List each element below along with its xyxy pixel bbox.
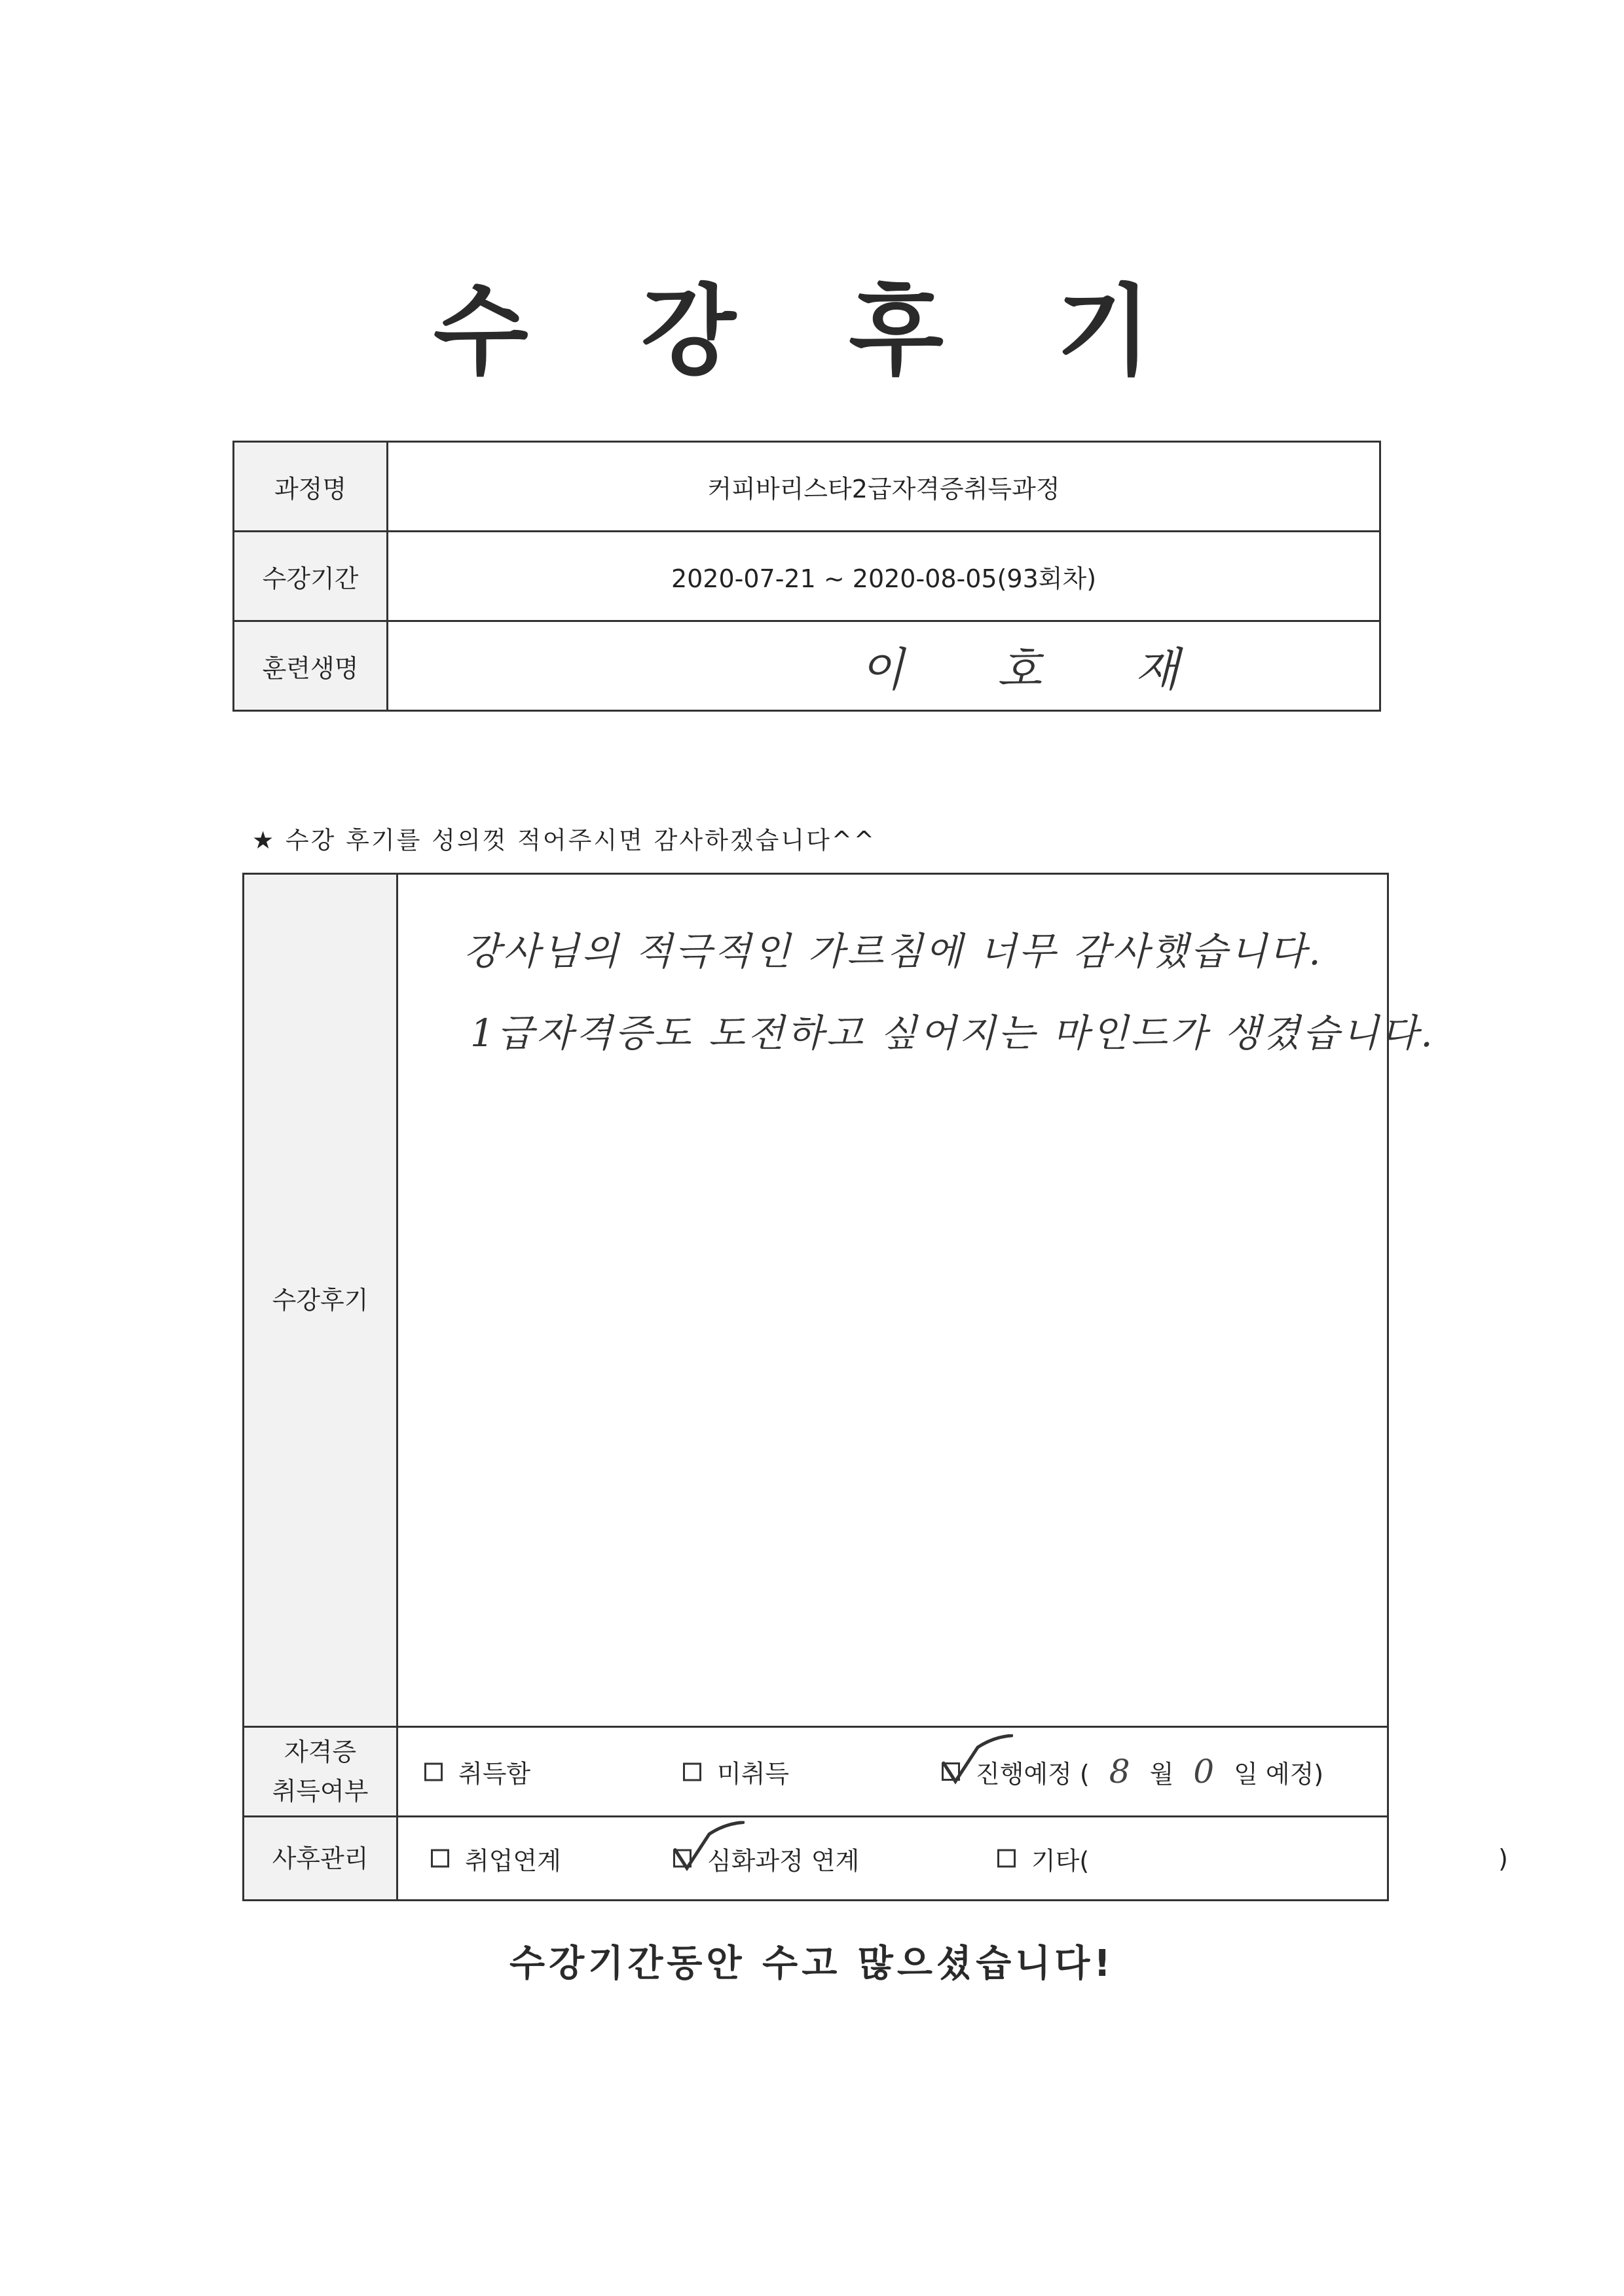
certificate-options bbox=[398, 1728, 1387, 1815]
option-planned-label: 진행예정 ( bbox=[976, 1759, 1090, 1789]
footer-message: 수강기간동안 수고 많으셨습니다! bbox=[509, 1942, 1115, 1985]
review-row bbox=[244, 875, 1435, 1728]
certificate-label-line1: 자격증 bbox=[284, 1738, 357, 1766]
aftercare-row bbox=[244, 1817, 1508, 1899]
option-other[interactable] bbox=[997, 1840, 1089, 1876]
trainee-label: 훈련생명 bbox=[234, 622, 388, 710]
option-planned[interactable] bbox=[942, 1753, 1323, 1791]
checkmark-icon bbox=[941, 1734, 1013, 1787]
option-job-link-label: 취업연계 bbox=[465, 1846, 561, 1875]
review-line-1: 강사님의 적극적인 가르침에 너무 감사했습니다. bbox=[464, 929, 1323, 974]
day-unit: 일 예정) bbox=[1234, 1759, 1324, 1789]
option-job-link[interactable] bbox=[431, 1840, 561, 1876]
option-other-close-paren: ) bbox=[1498, 1844, 1508, 1873]
option-advanced-course[interactable] bbox=[673, 1840, 859, 1876]
checkbox-job-link[interactable] bbox=[431, 1850, 449, 1868]
month-unit: 월 bbox=[1149, 1759, 1174, 1789]
option-advanced-course-label: 심화과정 연계 bbox=[707, 1846, 860, 1875]
checkbox-other[interactable] bbox=[997, 1850, 1016, 1868]
review-label: 수강후기 bbox=[244, 875, 398, 1726]
trainee-name-handwritten: 이 호 재 bbox=[860, 642, 1219, 697]
option-not-acquired[interactable] bbox=[683, 1754, 789, 1790]
review-notice: ★ 수강 후기를 성의껏 적어주시면 감사하겠습니다^^ bbox=[252, 826, 876, 854]
course-value: 커피바리스타2급자격증취득과정 bbox=[707, 474, 1060, 503]
checkbox-not-acquired[interactable] bbox=[683, 1762, 701, 1781]
period-label: 수강기간 bbox=[234, 532, 388, 620]
trainee-row bbox=[234, 622, 1379, 710]
course-label: 과정명 bbox=[234, 443, 388, 530]
checkbox-planned[interactable] bbox=[942, 1762, 960, 1781]
page-title: 수 강 후 기 bbox=[433, 275, 1191, 389]
planned-day-value: 0 bbox=[1193, 1753, 1215, 1791]
review-table bbox=[242, 873, 1508, 1901]
period-row bbox=[234, 532, 1379, 622]
option-acquired-label: 취득함 bbox=[458, 1759, 531, 1789]
option-other-close bbox=[1498, 1844, 1508, 1873]
aftercare-options bbox=[398, 1817, 1508, 1899]
checkbox-acquired[interactable] bbox=[424, 1762, 443, 1781]
review-content bbox=[398, 875, 1435, 1726]
planned-month-value: 8 bbox=[1109, 1753, 1130, 1791]
certificate-row bbox=[244, 1728, 1387, 1817]
option-acquired[interactable] bbox=[424, 1754, 530, 1790]
aftercare-label: 사후관리 bbox=[244, 1817, 398, 1899]
course-info-table bbox=[232, 441, 1381, 712]
certificate-label bbox=[244, 1728, 398, 1815]
option-other-label: 기타( bbox=[1031, 1846, 1090, 1875]
period-value: 2020-07-21 ~ 2020-08-05(93회차) bbox=[671, 564, 1097, 593]
course-row bbox=[234, 443, 1379, 532]
checkbox-advanced-course[interactable] bbox=[673, 1850, 692, 1868]
checkmark-icon bbox=[673, 1821, 745, 1874]
option-not-acquired-label: 미취득 bbox=[717, 1759, 790, 1789]
review-line-2: 1급자격증도 도전하고 싶어지는 마인드가 생겼습니다. bbox=[470, 1011, 1435, 1055]
certificate-label-line2: 취득여부 bbox=[272, 1777, 369, 1806]
